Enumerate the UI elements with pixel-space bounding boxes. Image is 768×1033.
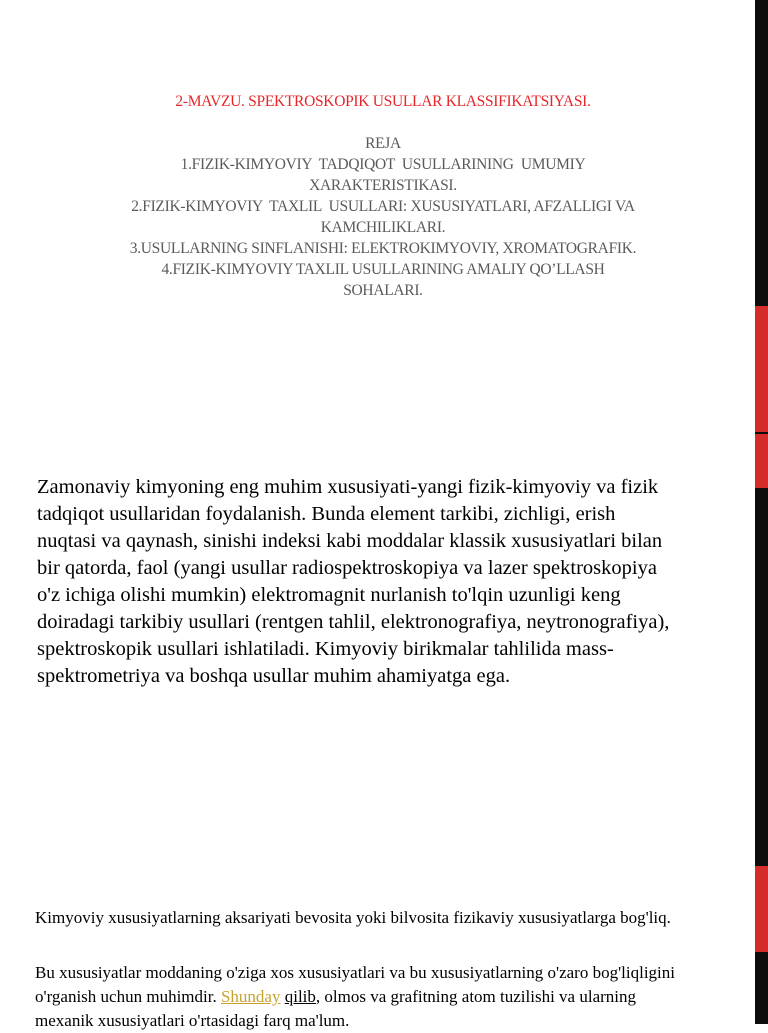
shunday-link[interactable]: Shunday bbox=[220, 987, 281, 1006]
plan-line-7: SOHALARI. bbox=[343, 282, 423, 299]
plan-line-1: 1.FIZIK-KIMYOVIY TADQIQOT USULLARINING UMUMIY bbox=[180, 156, 586, 173]
right-accent-upper bbox=[755, 306, 768, 432]
plan-line-5: 3.USULLARNING SINFLANISHI: ELEKTROKIMYOVIY, XROMATOGRAFIK. bbox=[129, 240, 637, 257]
qilib-link[interactable]: qilib bbox=[284, 987, 316, 1006]
note-2-text-end: , olmos va grafitning atom tuzilishi va ularning mexanik xususiyatlari o'rtasidagi farq ma'lum. bbox=[35, 987, 637, 1030]
plan-line-2: XARAKTERISTIKASI. bbox=[309, 177, 457, 194]
plan-block bbox=[90, 133, 676, 301]
slide-title: 2-MAVZU. SPEKTROSKOPIK USULLAR KLASSIFIKATSIYASI. bbox=[175, 93, 591, 110]
note-paragraph-1: Kimyoviy xususiyatlarning aksariyati bevosita yoki bilvosita fizikaviy xususiyatlarga bog'liq. bbox=[35, 908, 671, 927]
note-2-text-start: Bu xususiyatlar moddaning o'ziga xos xususiyatlari va bu xususiyatlarning o'zaro bog'liqligini o'rganish uchun muhimdir. bbox=[35, 963, 675, 1006]
right-accent-middle bbox=[755, 434, 768, 488]
plan-line-6: 4.FIZIK-KIMYOVIY TAXLIL USULLARINING AMALIY QO’LLASH bbox=[161, 261, 605, 278]
plan-line-3: 2.FIZIK-KIMYOVIY TAXLIL USULLARI: XUSUSIYATLARI, AFZALLIGI VA bbox=[131, 198, 635, 215]
main-paragraph: Zamonaviy kimyoning eng muhim xususiyati-yangi fizik-kimyoviy va fizik tadqiqot usullaridan foydalanish. Bunda element tarkibi, zichligi, erish nuqtasi va qaynash, sinishi indeksi kabi moddalar klassik xususiyatlari bilan bir qatorda, faol (yangi usullar radiospektroskopiya va lazer spektroskopiya o'z ichiga olishi mumkin) elektromagnit nurlanish to'lqin uzunligi keng doiradagi tarkibiy usullari (rentgen tahlil, elektronografiya, neytronografiya), spektroskopik usullari ishlatiladi. Kimyoviy birikmalar tahlilida mass-spektrometriya va boshqa usullar muhim ahamiyatga ega. bbox=[37, 476, 670, 687]
right-accent-lower bbox=[755, 866, 768, 952]
note-paragraph-2 bbox=[35, 961, 695, 1033]
plan-heading: REJA bbox=[365, 135, 401, 152]
plan-line-4: KAMCHILIKLARI. bbox=[320, 219, 446, 236]
